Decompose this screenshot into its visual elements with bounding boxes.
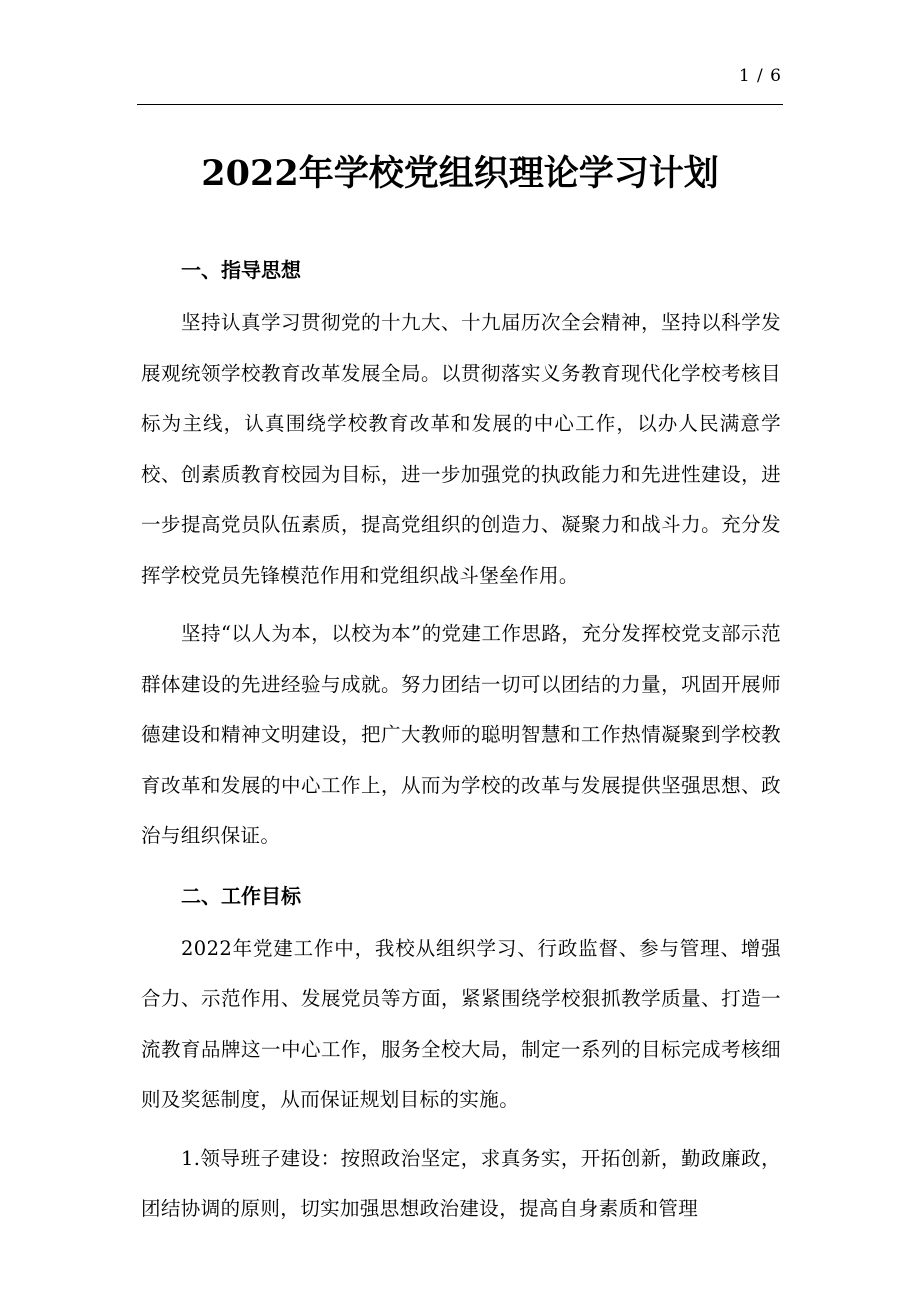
section-heading-guiding-ideology: 一、指导思想 [181,258,301,282]
paragraph: 2022年党建工作中，我校从组织学习、行政监督、参与管理、增强合力、示范作用、发展党员等方面，紧紧围绕学校狠抓教学质量、打造一流教育品牌这一中心工作，服务全校大局，制定一系列的目标完成考核细则及奖惩制度，从而保证规划目标的实施。 [141,936,781,1111]
paragraph: 1.领导班子建设：按照政治坚定，求真务实，开拓创新，勤政廉政，团结协调的原则，切实加强思想政治建设，提高自身素质和管理 [141,1146,781,1220]
page-number: 1 / 6 [738,66,782,86]
paragraph: 坚持“以人为本，以校为本”的党建工作思路，充分发挥校党支部示范群体建设的先进经验与成就。努力团结一切可以团结的力量，巩固开展师德建设和精神文明建设，把广大教师的聪明智慧和工作热情凝聚到学校教育改革和发展的中心工作上，从而为学校的改革与发展提供坚强思想、政治与组织保证。 [141,622,781,847]
paragraph: 坚持认真学习贯彻党的十九大、十九届历次全会精神，坚持以科学发展观统领学校教育改革发展全局。以贯彻落实义务教育现代化学校考核目标为主线，认真围绕学校教育改革和发展的中心工作，以办人民满意学校、创素质教育校园为目标，进一步加强党的执政能力和先进性建设，进一步提高党员队伍素质，提高党组织的创造力、凝聚力和战斗力。充分发挥学校党员先锋模范作用和党组织战斗堡垒作用。 [141,311,781,587]
document-body [141,250,781,1235]
header-rule [137,104,783,105]
document-title: 2022年学校党组织理论学习计划 [201,153,719,194]
section-heading-work-goals: 二、工作目标 [181,883,301,908]
